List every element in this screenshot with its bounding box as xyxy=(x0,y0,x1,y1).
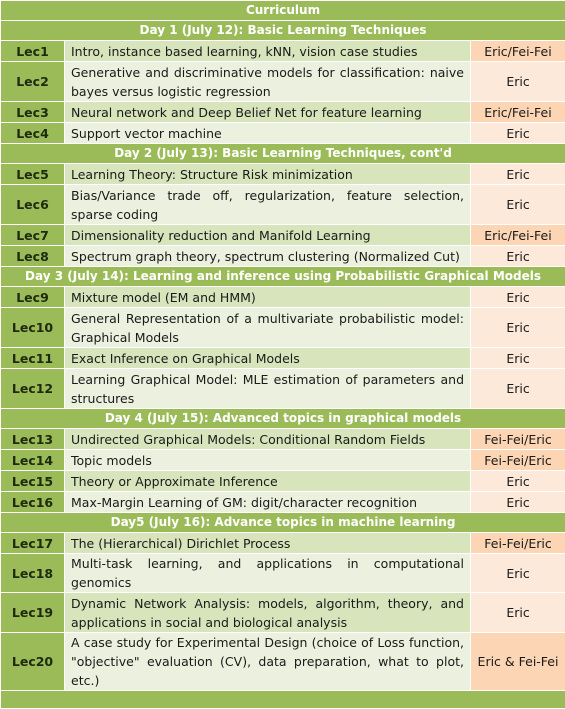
lecture-topic: Bias/Variance trade off, regularization, feature selection, sparse coding xyxy=(65,185,471,225)
lecture-id: Lec1 xyxy=(1,41,65,62)
lecture-id: Lec19 xyxy=(1,593,65,633)
lecture-row xyxy=(1,348,565,369)
lecture-instructor: Eric/Fei-Fei xyxy=(471,225,565,246)
day-heading: Day 4 (July 15): Advanced topics in graphical models xyxy=(1,409,565,429)
lecture-id: Lec9 xyxy=(1,287,65,308)
table-title: Curriculum xyxy=(1,1,565,21)
lecture-instructor: Eric xyxy=(471,348,565,369)
lecture-instructor: Fei-Fei/Eric xyxy=(471,450,565,471)
lecture-instructor: Eric/Fei-Fei xyxy=(471,41,565,62)
lecture-instructor: Eric xyxy=(471,369,565,409)
lecture-row xyxy=(1,633,565,691)
lecture-instructor: Fei-Fei/Eric xyxy=(471,533,565,554)
lecture-row xyxy=(1,429,565,450)
table-footer xyxy=(1,691,565,709)
day-header-row xyxy=(1,513,565,533)
lecture-id: Lec2 xyxy=(1,62,65,102)
day-heading: Day 3 (July 14): Learning and inference using Probabilistic Graphical Models xyxy=(1,267,565,287)
lecture-topic: Mixture model (EM and HMM) xyxy=(65,287,471,308)
lecture-topic: Intro, instance based learning, kNN, vision case studies xyxy=(65,41,471,62)
day-header-row xyxy=(1,409,565,429)
lecture-row xyxy=(1,533,565,554)
table-footer-row xyxy=(1,691,565,709)
lecture-topic: Spectrum graph theory, spectrum clustering (Normalized Cut) xyxy=(65,246,471,267)
lecture-id: Lec6 xyxy=(1,185,65,225)
lecture-row xyxy=(1,492,565,513)
day-heading: Day 1 (July 12): Basic Learning Techniques xyxy=(1,21,565,41)
lecture-instructor: Eric xyxy=(471,492,565,513)
lecture-row xyxy=(1,369,565,409)
lecture-instructor: Eric/Fei-Fei xyxy=(471,102,565,123)
day-heading: Day 2 (July 13): Basic Learning Techniques, cont'd xyxy=(1,144,565,164)
lecture-id: Lec7 xyxy=(1,225,65,246)
lecture-row xyxy=(1,225,565,246)
lecture-row xyxy=(1,450,565,471)
lecture-instructor: Eric xyxy=(471,123,565,144)
lecture-topic: Theory or Approximate Inference xyxy=(65,471,471,492)
lecture-instructor: Eric & Fei-Fei xyxy=(471,633,565,691)
lecture-row xyxy=(1,287,565,308)
lecture-id: Lec14 xyxy=(1,450,65,471)
day-header-row xyxy=(1,144,565,164)
lecture-id: Lec13 xyxy=(1,429,65,450)
lecture-instructor: Fei-Fei/Eric xyxy=(471,429,565,450)
lecture-instructor: Eric xyxy=(471,471,565,492)
day-header-row xyxy=(1,267,565,287)
lecture-row xyxy=(1,471,565,492)
lecture-topic: Exact Inference on Graphical Models xyxy=(65,348,471,369)
lecture-id: Lec18 xyxy=(1,554,65,593)
lecture-instructor: Eric xyxy=(471,554,565,593)
lecture-id: Lec3 xyxy=(1,102,65,123)
lecture-topic: Support vector machine xyxy=(65,123,471,144)
lecture-id: Lec16 xyxy=(1,492,65,513)
lecture-id: Lec4 xyxy=(1,123,65,144)
lecture-topic: Learning Graphical Model: MLE estimation of parameters and structures xyxy=(65,369,471,409)
lecture-id: Lec11 xyxy=(1,348,65,369)
lecture-topic: Dynamic Network Analysis: models, algorithm, theory, and applications in social and biological analysis xyxy=(65,593,471,633)
lecture-row xyxy=(1,123,565,144)
lecture-row xyxy=(1,164,565,185)
lecture-instructor: Eric xyxy=(471,164,565,185)
lecture-instructor: Eric xyxy=(471,246,565,267)
lecture-row xyxy=(1,62,565,102)
lecture-row xyxy=(1,102,565,123)
day-heading: Day5 (July 16): Advance topics in machine learning xyxy=(1,513,565,533)
lecture-row xyxy=(1,246,565,267)
table-title-row xyxy=(1,1,565,21)
lecture-row xyxy=(1,554,565,593)
lecture-topic: Generative and discriminative models for classification: naive bayes versus logistic regression xyxy=(65,62,471,102)
lecture-instructor: Eric xyxy=(471,593,565,633)
lecture-row xyxy=(1,593,565,633)
lecture-topic: A case study for Experimental Design (choice of Loss function, "objective" evaluation (CV), data preparation, what to plot, etc.) xyxy=(65,633,471,691)
lecture-row xyxy=(1,185,565,225)
lecture-id: Lec8 xyxy=(1,246,65,267)
lecture-instructor: Eric xyxy=(471,185,565,225)
lecture-topic: Undirected Graphical Models: Conditional Random Fields xyxy=(65,429,471,450)
lecture-topic: The (Hierarchical) Dirichlet Process xyxy=(65,533,471,554)
lecture-instructor: Eric xyxy=(471,308,565,348)
lecture-row xyxy=(1,41,565,62)
lecture-id: Lec15 xyxy=(1,471,65,492)
lecture-id: Lec17 xyxy=(1,533,65,554)
lecture-row xyxy=(1,308,565,348)
lecture-id: Lec12 xyxy=(1,369,65,409)
lecture-topic: Dimensionality reduction and Manifold Learning xyxy=(65,225,471,246)
lecture-topic: Topic models xyxy=(65,450,471,471)
lecture-id: Lec10 xyxy=(1,308,65,348)
lecture-topic: Max-Margin Learning of GM: digit/character recognition xyxy=(65,492,471,513)
lecture-instructor: Eric xyxy=(471,62,565,102)
lecture-topic: Multi-task learning, and applications in computational genomics xyxy=(65,554,471,593)
day-header-row xyxy=(1,21,565,41)
lecture-topic: Neural network and Deep Belief Net for feature learning xyxy=(65,102,471,123)
lecture-id: Lec20 xyxy=(1,633,65,691)
lecture-id: Lec5 xyxy=(1,164,65,185)
lecture-topic: Learning Theory: Structure Risk minimization xyxy=(65,164,471,185)
lecture-instructor: Eric xyxy=(471,287,565,308)
lecture-topic: General Representation of a multivariate probabilistic model: Graphical Models xyxy=(65,308,471,348)
